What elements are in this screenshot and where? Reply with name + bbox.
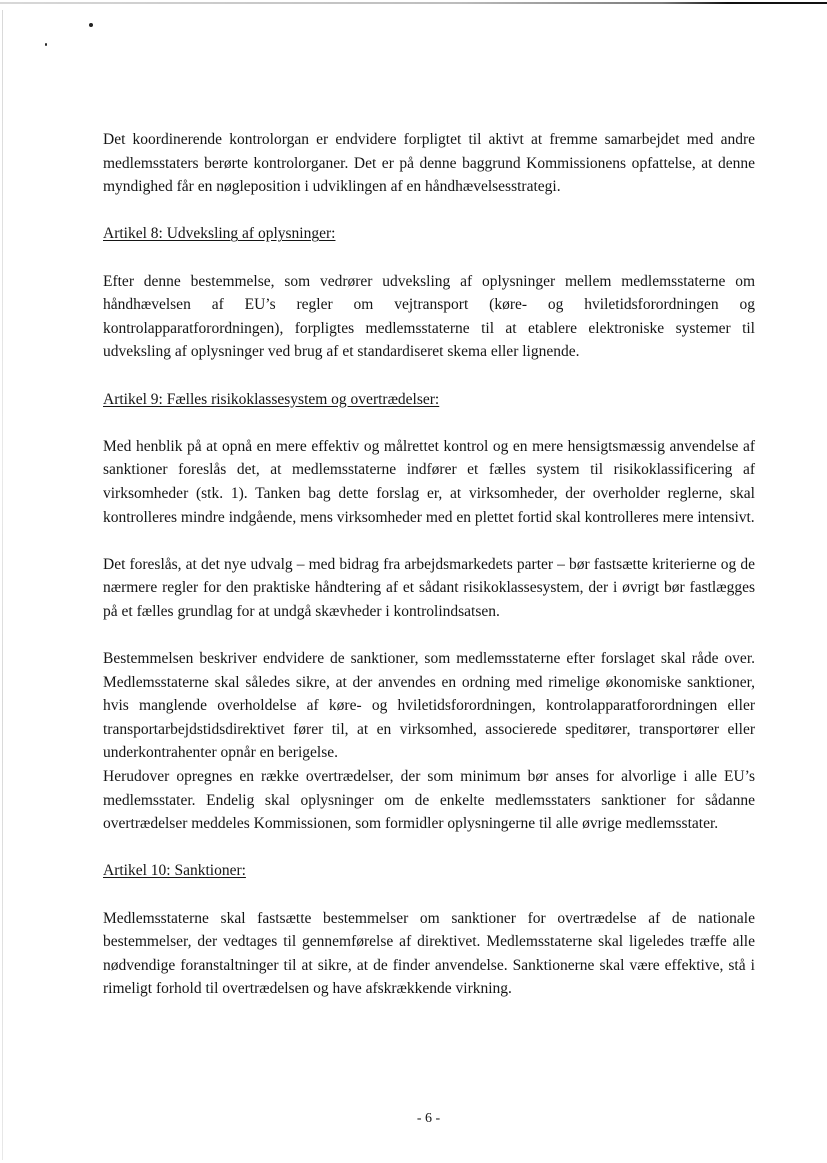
scan-speck: [45, 43, 47, 46]
heading-artikel-8: Artikel 8: Udveksling af oplysninger:: [103, 225, 336, 243]
artikel-9-paragraph-1: Med henblik på at opnå en mere effektiv og målrettet kontrol og en mere hensigtsmæssig anvendelse af sanktioner foreslås det, at medlemsstaterne indfører et fælles system til risikoklassificering af virksomheder (stk. 1). Tanken bag dette forslag er, at virksomheder, der overholder reglerne, skal kontrolleres mindre indgående, mens virksomheder med en plettet fortid skal kontrolleres mere intensivt.: [103, 437, 755, 526]
artikel-9-paragraph-2: Det foreslås, at det nye udvalg – med bidrag fra arbejdsmarkedets parter – bør fastsætte kriterierne og de nærmere regler for den praktiske håndtering af et sådant risikoklassesystem, der i øvrigt bør fastlægges på et fælles grundlag for at undgå skævheder i kontrolindsatsen.: [103, 555, 755, 620]
scan-top-edge: [0, 2, 827, 4]
page-number: - 6 -: [416, 1111, 441, 1126]
intro-paragraph: Det koordinerende kontrolorgan er endvidere forpligtet til aktivt at fremme samarbejdet med andre medlemsstaters berørte kontrolorganer. Det er på denne baggrund Kommissionens opfattelse, at denne myndighed får en nøgleposition i udviklingen af en håndhævelsesstrategi.: [103, 131, 755, 196]
heading-artikel-9: Artikel 9: Fælles risikoklassesystem og overtrædelser:: [103, 390, 440, 408]
artikel-9-paragraph-4: Herudover opregnes en række overtrædelser, der som minimum bør anses for alvorlige i alle EU’s medlemsstater. Endelig skal oplysninger om de enkelte medlemsstaters sanktioner for sådanne overtrædelser meddeles Kommissionen, som formidler oplysningerne til alle øvrige medlemsstater.: [103, 768, 755, 833]
artikel-8-paragraph: Efter denne bestemmelse, som vedrører udveksling af oplysninger mellem medlemsstaterne om håndhævelsen af EU’s regler om vejtransport (køre- og hviletidsforordningen og kontrolapparatforordningen), forpligtes medlemsstaterne til at etablere elektroniske systemer til udveksling af oplysninger ved brug af et standardiseret skema eller lignende.: [103, 272, 755, 361]
scan-speck: [89, 23, 93, 27]
artikel-10-paragraph: Medlemsstaterne skal fastsætte bestemmelser om sanktioner for overtrædelse af de nationale bestemmelser, der vedtages til gennemførelse af direktivet. Medlemsstaterne skal ligeledes træffe alle nødvendige foranstaltninger til at sikre, at de finder anvendelse. Sanktionerne skal være effektive, stå i rimeligt forhold til overtrædelsen og have afskrækkende virkning.: [103, 909, 755, 998]
scan-left-edge: [2, 10, 3, 1160]
heading-artikel-10: Artikel 10: Sanktioner:: [103, 862, 246, 880]
artikel-9-paragraph-3: Bestemmelsen beskriver endvidere de sanktioner, som medlemsstaterne efter forslaget skal råde over. Medlemsstaterne skal således sikre, at der anvendes en ordning med rimelige økonomiske sanktioner, hvis manglende overholdelse af køre- og hviletidsforordningen, kontrolapparatforordningen eller transportarbejdstidsdirektivet fører til, at en virksomhed, associerede speditører, transportører eller underkontrahenter opnår en berigelse.: [103, 650, 755, 762]
document-body: [103, 128, 755, 1001]
